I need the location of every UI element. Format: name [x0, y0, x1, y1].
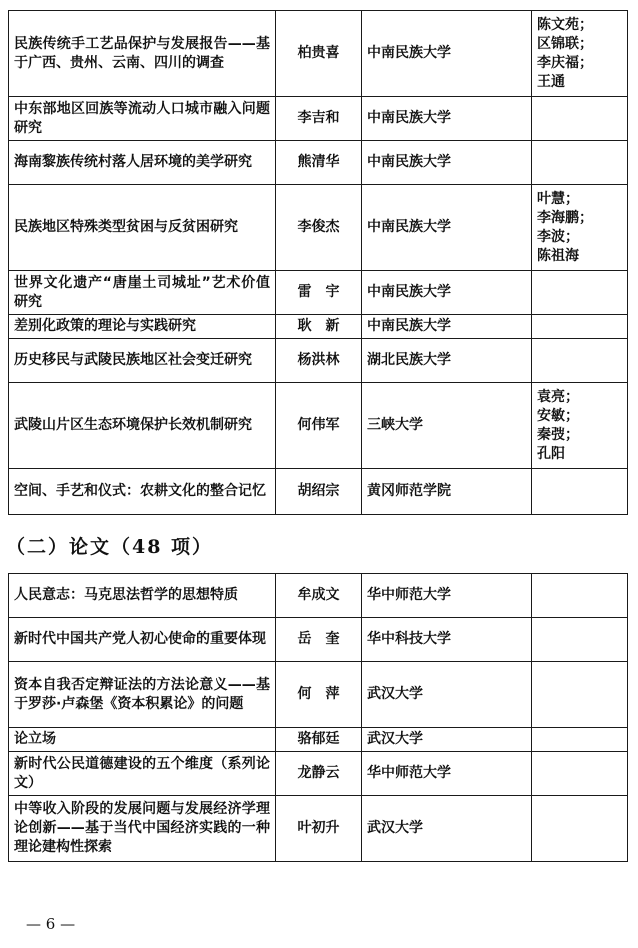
project-unit: 中南民族大学: [362, 271, 532, 315]
project-unit: 中南民族大学: [362, 11, 532, 97]
papers-table: [8, 573, 628, 862]
paper-members: [532, 796, 628, 862]
project-unit: 中南民族大学: [362, 141, 532, 185]
project-lead: 李吉和: [276, 97, 362, 141]
paper-author: 牟成文: [276, 574, 362, 618]
project-title: 武陵山片区生态环境保护长效机制研究: [9, 383, 276, 469]
project-lead: 雷 宇: [276, 271, 362, 315]
paper-author: 骆郁廷: [276, 728, 362, 752]
project-members: [532, 141, 628, 185]
project-title: 差别化政策的理论与实践研究: [9, 315, 276, 339]
project-lead: 李俊杰: [276, 185, 362, 271]
project-lead: 熊清华: [276, 141, 362, 185]
project-unit: 湖北民族大学: [362, 339, 532, 383]
section-heading: （二）论文（48 项）: [6, 536, 214, 558]
project-title: 历史移民与武陵民族地区社会变迁研究: [9, 339, 276, 383]
project-lead: 胡绍宗: [276, 469, 362, 515]
project-title: 民族地区特殊类型贫困与反贫困研究: [9, 185, 276, 271]
project-lead: 杨洪林: [276, 339, 362, 383]
table-row: [9, 574, 628, 618]
paper-unit: 武汉大学: [362, 662, 532, 728]
table-row: [9, 662, 628, 728]
paper-unit: 武汉大学: [362, 796, 532, 862]
project-title: 世界文化遗产“唐崖土司城址”艺术价值研究: [9, 271, 276, 315]
project-unit: 三峡大学: [362, 383, 532, 469]
paper-title: 资本自我否定辩证法的方法论意义——基于罗莎·卢森堡《资本积累论》的问题: [9, 662, 276, 728]
project-members: [532, 97, 628, 141]
paper-unit: 华中师范大学: [362, 752, 532, 796]
table-row: [9, 11, 628, 97]
table-row: [9, 796, 628, 862]
project-unit: 中南民族大学: [362, 315, 532, 339]
paper-members: [532, 752, 628, 796]
table-row: [9, 728, 628, 752]
table-row: [9, 315, 628, 339]
project-members: 陈文苑； 区锦联； 李庆福； 王通: [532, 11, 628, 97]
table-row: [9, 752, 628, 796]
project-unit: 中南民族大学: [362, 185, 532, 271]
project-members: [532, 315, 628, 339]
project-members: 叶慧； 李海鹏； 李波； 陈祖海: [532, 185, 628, 271]
paper-title: 新时代公民道德建设的五个维度（系列论文）: [9, 752, 276, 796]
project-lead: 柏贵喜: [276, 11, 362, 97]
paper-unit: 武汉大学: [362, 728, 532, 752]
table-row: [9, 469, 628, 515]
project-members: 袁亮； 安敏； 秦弢； 孔阳: [532, 383, 628, 469]
project-members: [532, 271, 628, 315]
paper-members: [532, 618, 628, 662]
table-row: [9, 141, 628, 185]
project-title: 中东部地区回族等流动人口城市融入问题研究: [9, 97, 276, 141]
paper-author: 何 萍: [276, 662, 362, 728]
project-title: 民族传统手工艺品保护与发展报告——基于广西、贵州、云南、四川的调查: [9, 11, 276, 97]
paper-unit: 华中科技大学: [362, 618, 532, 662]
project-unit: 中南民族大学: [362, 97, 532, 141]
paper-title: 人民意志：马克思法哲学的思想特质: [9, 574, 276, 618]
paper-title: 论立场: [9, 728, 276, 752]
table-row: [9, 618, 628, 662]
project-members: [532, 469, 628, 515]
table-row: [9, 383, 628, 469]
project-title: 空间、手艺和仪式：农耕文化的整合记忆: [9, 469, 276, 515]
paper-title: 新时代中国共产党人初心使命的重要体现: [9, 618, 276, 662]
paper-title: 中等收入阶段的发展问题与发展经济学理论创新——基于当代中国经济实践的一种理论建构性探索: [9, 796, 276, 862]
paper-unit: 华中师范大学: [362, 574, 532, 618]
paper-author: 龙静云: [276, 752, 362, 796]
table-row: [9, 339, 628, 383]
project-members: [532, 339, 628, 383]
page-number: — 6 —: [26, 915, 76, 933]
project-lead: 耿 新: [276, 315, 362, 339]
project-title: 海南黎族传统村落人居环境的美学研究: [9, 141, 276, 185]
table-row: [9, 271, 628, 315]
paper-members: [532, 728, 628, 752]
paper-members: [532, 662, 628, 728]
project-unit: 黄冈师范学院: [362, 469, 532, 515]
table-row: [9, 97, 628, 141]
projects-table: [8, 10, 628, 515]
paper-members: [532, 574, 628, 618]
paper-author: 叶初升: [276, 796, 362, 862]
table-row: [9, 185, 628, 271]
project-lead: 何伟军: [276, 383, 362, 469]
paper-author: 岳 奎: [276, 618, 362, 662]
